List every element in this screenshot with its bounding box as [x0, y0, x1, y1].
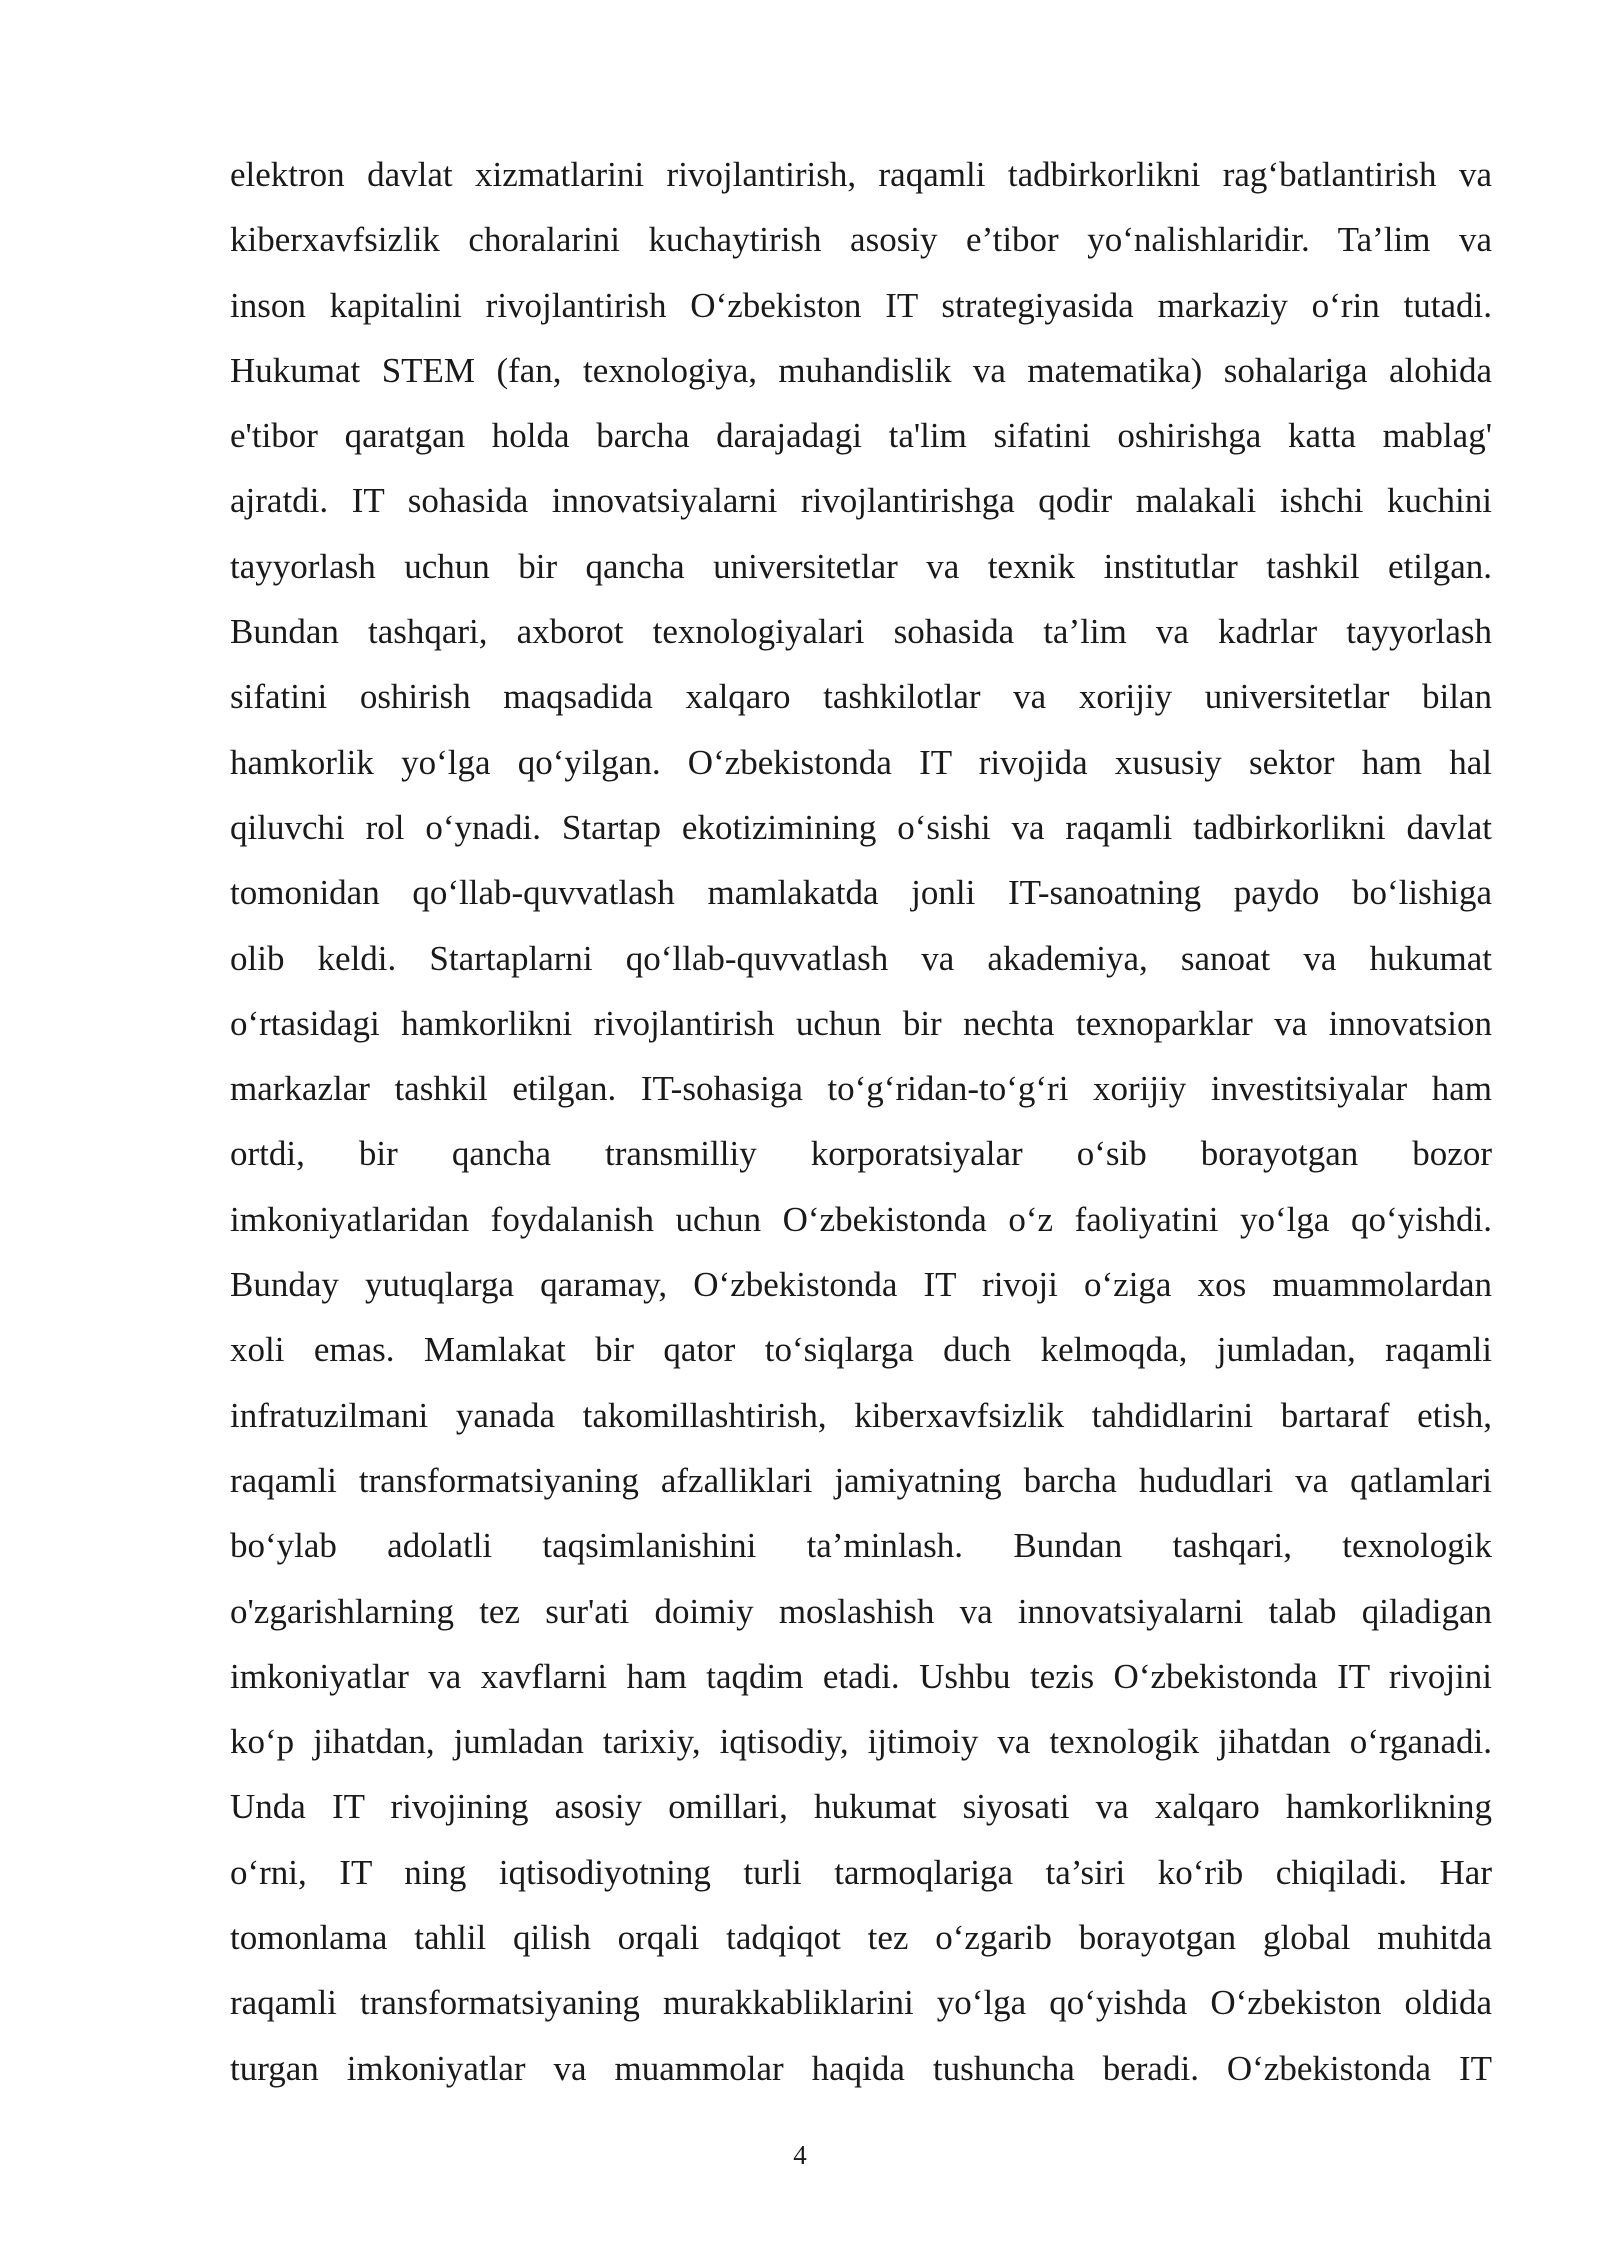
- text-line: inson kapitalini rivojlantirish O‘zbekiston IT strategiyasida markaziy o‘rin tutadi.: [230, 285, 1492, 325]
- text-line: sifatini oshirish maqsadida xalqaro tashkilotlar va xorijiy universitetlar bilan: [230, 677, 1492, 717]
- text-line: tomonidan qo‘llab-quvvatlash mamlakatda jonli IT-sanoatning paydo bo‘lishiga: [230, 873, 1492, 913]
- text-line: raqamli transformatsiyaning afzalliklari jamiyatning barcha hududlari va qatlamlari: [230, 1460, 1492, 1500]
- text-line: Hukumat STEM (fan, texnologiya, muhandislik va matematika) sohalariga alohida: [230, 350, 1492, 390]
- text-line: Bunday yutuqlarga qaramay, O‘zbekistonda IT rivoji o‘ziga xos muammolardan: [230, 1265, 1492, 1305]
- text-line: qiluvchi rol o‘ynadi. Startap ekotizimining o‘sishi va raqamli tadbirkorlikni davlat: [230, 807, 1492, 847]
- text-line: kiberxavfsizlik choralarini kuchaytirish asosiy e’tibor yo‘nalishlaridir. Ta’lim va: [230, 220, 1492, 260]
- page-number: 4: [793, 2140, 807, 2170]
- text-line: ko‘p jihatdan, jumladan tarixiy, iqtisodiy, ijtimoiy va texnologik jihatdan o‘rganadi.: [230, 1722, 1492, 1762]
- text-line: turgan imkoniyatlar va muammolar haqida tushuncha beradi. O‘zbekistonda IT: [230, 2048, 1492, 2088]
- text-line: Unda IT rivojining asosiy omillari, hukumat siyosati va xalqaro hamkorlikning: [230, 1787, 1492, 1827]
- text-line: Bundan tashqari, axborot texnologiyalari sohasida ta’lim va kadrlar tayyorlash: [230, 612, 1492, 652]
- text-line: olib keldi. Startaplarni qo‘llab-quvvatlash va akademiya, sanoat va hukumat: [230, 938, 1492, 978]
- body-paragraph: [230, 142, 1492, 2101]
- text-line: imkoniyatlaridan foydalanish uchun O‘zbekistonda o‘z faoliyatini yo‘lga qo‘yishdi.: [230, 1199, 1492, 1239]
- text-line: e'tibor qaratgan holda barcha darajadagi ta'lim sifatini oshirishga katta mablag': [230, 416, 1492, 456]
- text-line: markazlar tashkil etilgan. IT-sohasiga to‘g‘ridan-to‘g‘ri xorijiy investitsiyalar ham: [230, 1069, 1492, 1109]
- text-line: hamkorlik yo‘lga qo‘yilgan. O‘zbekistonda IT rivojida xususiy sektor ham hal: [230, 742, 1492, 782]
- text-line: ortdi, bir qancha transmilliy korporatsiyalar o‘sib borayotgan bozor: [230, 1134, 1492, 1174]
- text-line: tayyorlash uchun bir qancha universitetlar va texnik institutlar tashkil etilgan.: [230, 546, 1492, 586]
- text-line: o‘rni, IT ning iqtisodiyotning turli tarmoqlariga ta’siri ko‘rib chiqiladi. Har: [230, 1852, 1492, 1892]
- text-line: ajratdi. IT sohasida innovatsiyalarni rivojlantirishga qodir malakali ishchi kuchini: [230, 481, 1492, 521]
- text-line: tomonlama tahlil qilish orqali tadqiqot tez o‘zgarib borayotgan global muhitda: [230, 1918, 1492, 1958]
- text-line: xoli emas. Mamlakat bir qator to‘siqlarga duch kelmoqda, jumladan, raqamli: [230, 1330, 1492, 1370]
- text-line: bo‘ylab adolatli taqsimlanishini ta’minlash. Bundan tashqari, texnologik: [230, 1526, 1492, 1566]
- text-line: imkoniyatlar va xavflarni ham taqdim etadi. Ushbu tezis O‘zbekistonda IT rivojini: [230, 1656, 1492, 1696]
- text-line: o‘rtasidagi hamkorlikni rivojlantirish uchun bir nechta texnoparklar va innovatsion: [230, 1003, 1492, 1043]
- text-line: elektron davlat xizmatlarini rivojlantirish, raqamli tadbirkorlikni rag‘batlantirish va: [230, 155, 1492, 194]
- text-line: infratuzilmani yanada takomillashtirish, kiberxavfsizlik tahdidlarini bartaraf etish,: [230, 1395, 1492, 1435]
- text-line: o'zgarishlarning tez sur'ati doimiy moslashish va innovatsiyalarni talab qiladigan: [230, 1591, 1492, 1631]
- text-line: raqamli transformatsiyaning murakkabliklarini yo‘lga qo‘yishda O‘zbekiston oldida: [230, 1983, 1492, 2023]
